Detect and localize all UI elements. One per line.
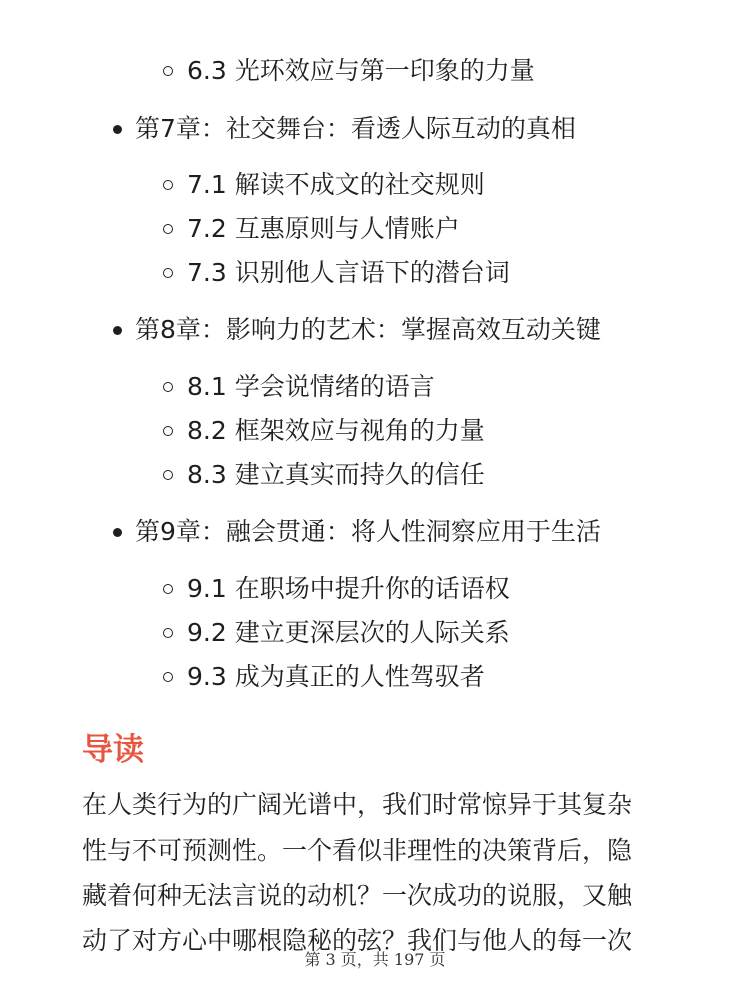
toc-chapter-9: 第9章：融会贯通：将人性洞察应用于生活 [135,517,601,546]
circle-bullet-icon [163,470,173,480]
paragraph-line: 动了对方心中哪根隐秘的弦？我们与他人的每一次 [82,926,633,955]
toc-subsection-8-2: 8.2 框架效应与视角的力量 [187,416,485,445]
circle-bullet-icon [163,66,173,76]
disc-bullet-icon [113,125,122,134]
toc-chapter-8: 第8章：影响力的艺术：掌握高效互动关键 [135,315,601,344]
toc-chapter-7: 第7章：社交舞台：看透人际互动的真相 [135,114,576,143]
toc-subsection-9-3: 9.3 成为真正的人性驾驭者 [187,662,485,691]
circle-bullet-icon [163,382,173,392]
disc-bullet-icon [113,326,122,335]
paragraph-line: 性与不可预测性。一个看似非理性的决策背后，隐 [82,836,633,865]
toc-subsection-8-1: 8.1 学会说情绪的语言 [187,372,435,401]
circle-bullet-icon [163,268,173,278]
circle-bullet-icon [163,224,173,234]
paragraph-line: 藏着何种无法言说的动机？一次成功的说服，又触 [82,881,633,910]
toc-subsection-7-3: 7.3 识别他人言语下的潜台词 [187,258,510,287]
toc-subsection-9-1: 9.1 在职场中提升你的话语权 [187,574,510,603]
toc-subsection-6-3: 6.3 光环效应与第一印象的力量 [187,56,535,85]
circle-bullet-icon [163,584,173,594]
toc-subsection-7-2: 7.2 互惠原则与人情账户 [187,214,460,243]
circle-bullet-icon [163,672,173,682]
circle-bullet-icon [163,426,173,436]
toc-subsection-8-3: 8.3 建立真实而持久的信任 [187,460,485,489]
section-heading: 导读 [82,732,144,768]
disc-bullet-icon [113,528,122,537]
circle-bullet-icon [163,628,173,638]
page-footer: 第 3 页，共 197 页 [304,950,446,969]
circle-bullet-icon [163,180,173,190]
toc-subsection-9-2: 9.2 建立更深层次的人际关系 [187,618,510,647]
toc-subsection-7-1: 7.1 解读不成文的社交规则 [187,170,485,199]
paragraph-line: 在人类行为的广阔光谱中，我们时常惊异于其复杂 [82,790,633,819]
